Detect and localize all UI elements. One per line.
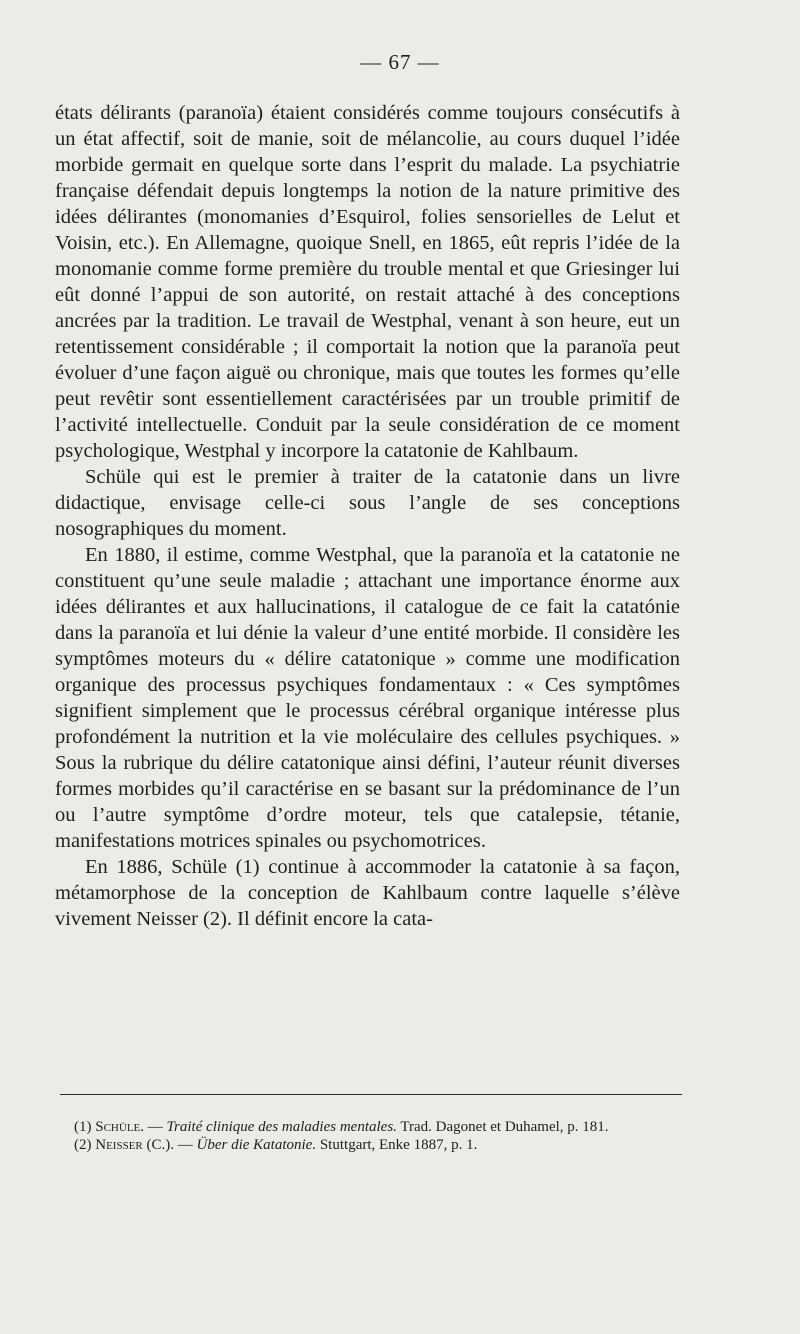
footnote-title: Über die Katatonie. xyxy=(196,1137,317,1153)
body-text xyxy=(55,100,680,932)
paragraph-1: états délirants (paranoïa) étaient considérés comme toujours consécutifs à un état affectif, soit de manie, soit de mélancolie, au cours duquel l’idée morbide germait en quelque sorte dans l’esprit du malade. La psychiatrie française défendait depuis longtemps la notion de la nature primitive des idées délirantes (monomanies d’Esquirol, folies sensorielles de Lelut et Voisin, etc.). En Allemagne, quoique Snell, en 1865, eût repris l’idée de la monomanie comme forme première du trouble mental et que Griesinger lui eût donné l’appui de son autorité, on restait attaché à des conceptions ancrées par la tradition. Le travail de Westphal, venant à son heure, eut un retentissement considérable ; il comportait la notion que la paranoïa peut évoluer d’une façon aiguë ou chronique, mais que toutes les formes qu’elle peut revêtir sont essentiellement caractérisées par un trouble primitif de l’activité intellectuelle. Conduit par la seule considération de ce moment psychologique, Westphal y incorpore la catatonie de Kahlbaum. xyxy=(55,102,680,462)
footnote-1 xyxy=(60,1118,682,1136)
footnote-2 xyxy=(60,1136,682,1154)
footnote-separator: — xyxy=(174,1137,197,1153)
footnote-divider xyxy=(60,1094,682,1095)
page-number: — 67 — xyxy=(360,50,440,74)
paragraph-2: Schüle qui est le premier à traiter de la catatonie dans un livre didactique, envisage celle-ci sous l’angle de ses conceptions nosographiques du moment. xyxy=(55,466,680,540)
paragraph-3: En 1880, il estime, comme Westphal, que la paranoïa et la catatonie ne constituent qu’une seule maladie ; attachant une importance énorme aux idées délirantes et aux hallucinations, il catalogue de ce fait la catatónie dans la paranoïa et lui dénie la valeur d’une entité morbide. Il considère les symptômes moteurs du « délire catatonique » comme une modification organique des processus psychiques fondamentaux : « Ces symptômes signifient simplement que le processus cérébral organique intéresse plus profondément la nutrition et la vie moléculaire des cellules psychiques. » Sous la rubrique du délire catatonique ainsi défini, l’auteur réunit diverses formes morbides qu’il caractérise en se basant sur la prédominance de l’un ou l’autre symptôme d’ordre moteur, tels que catalepsie, tétanie, manifestations motrices spinales ou psychomotrices. xyxy=(55,544,680,852)
footnote-author: Schüle. xyxy=(95,1119,145,1135)
footnote-marker: (1) xyxy=(74,1119,92,1135)
footnote-marker: (2) xyxy=(74,1137,92,1153)
footnote-details: Stuttgart, Enke 1887, p. 1. xyxy=(316,1137,478,1153)
footnote-separator: — xyxy=(144,1119,167,1135)
footnote-details: Trad. Dagonet et Duhamel, p. 181. xyxy=(396,1119,609,1135)
footnotes xyxy=(60,1118,682,1154)
paragraph-4: En 1886, Schüle (1) continue à accommoder la catatonie à sa façon, métamorphose de la conception de Kahlbaum contre laquelle s’élève vivement Neisser (2). Il définit encore la cata- xyxy=(55,856,680,930)
footnote-author: Neisser (C.). xyxy=(95,1137,175,1153)
footnote-title: Traité clinique des maladies mentales. xyxy=(166,1119,397,1135)
